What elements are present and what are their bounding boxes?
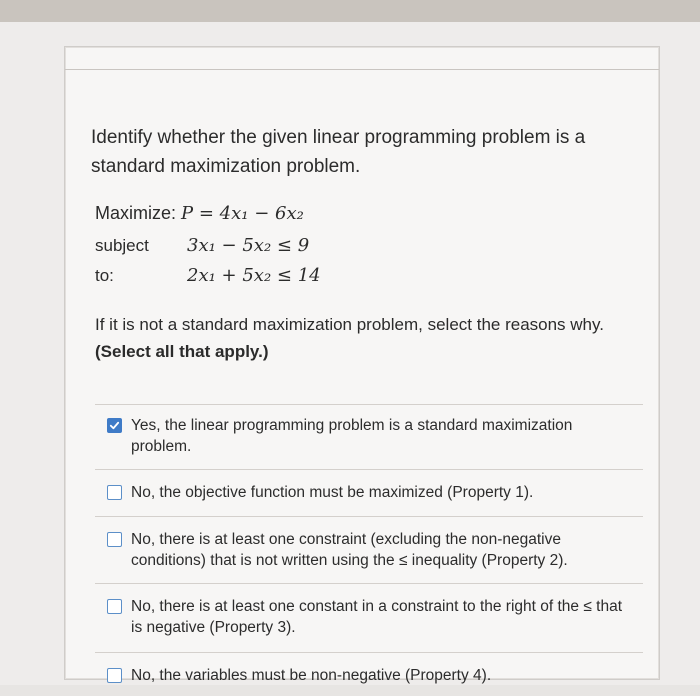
top-background-strip — [0, 0, 700, 22]
option-property-4[interactable] — [95, 653, 643, 696]
option-label: No, the variables must be non-negative (Property 4). — [131, 667, 492, 684]
option-yes-standard[interactable] — [95, 405, 643, 469]
subject-label-line1: subject — [95, 236, 149, 255]
constraints-block — [95, 231, 455, 291]
objective-function — [95, 200, 304, 227]
subject-to-label — [95, 231, 165, 291]
instruction-text — [95, 311, 615, 365]
constraint-2: 2x₁ + 5x₂ ≤ 14 — [187, 265, 321, 286]
option-label: No, there is at least one constraint (excluding the non-negative conditions) that is not written using the ≤ inequality (Property 2). — [131, 531, 568, 569]
checkbox-unchecked[interactable] — [107, 485, 122, 500]
option-property-1[interactable] — [95, 470, 643, 516]
option-property-3[interactable] — [95, 584, 643, 652]
objective-label: Maximize: — [95, 203, 177, 223]
subject-label-line2: to: — [95, 266, 114, 285]
constraint-1: 3x₁ − 5x₂ ≤ 9 — [187, 235, 310, 256]
question-text: Identify whether the given linear programming problem is a standard maximization problem. — [91, 127, 586, 177]
objective-expression: P = 4x₁ − 6x₂ — [181, 203, 304, 224]
checkmark-icon — [109, 420, 120, 431]
option-label: Yes, the linear programming problem is a standard maximization problem. — [131, 417, 573, 455]
card-divider — [65, 69, 659, 70]
option-property-2[interactable] — [95, 517, 643, 583]
option-label: No, there is at least one constant in a constraint to the right of the ≤ that is negative (Property 3). — [131, 598, 623, 636]
outer-panel — [0, 22, 700, 685]
instruction-emphasis: (Select all that apply.) — [95, 342, 269, 361]
question-card — [64, 46, 660, 684]
checkbox-unchecked[interactable] — [107, 532, 122, 547]
option-label: No, the objective function must be maximized (Property 1). — [131, 484, 534, 501]
instruction-main: If it is not a standard maximization problem, select the reasons why. — [95, 315, 604, 334]
checkbox-checked[interactable] — [107, 418, 122, 433]
options-list — [95, 404, 643, 696]
checkbox-unchecked[interactable] — [107, 668, 122, 683]
checkbox-unchecked[interactable] — [107, 599, 122, 614]
